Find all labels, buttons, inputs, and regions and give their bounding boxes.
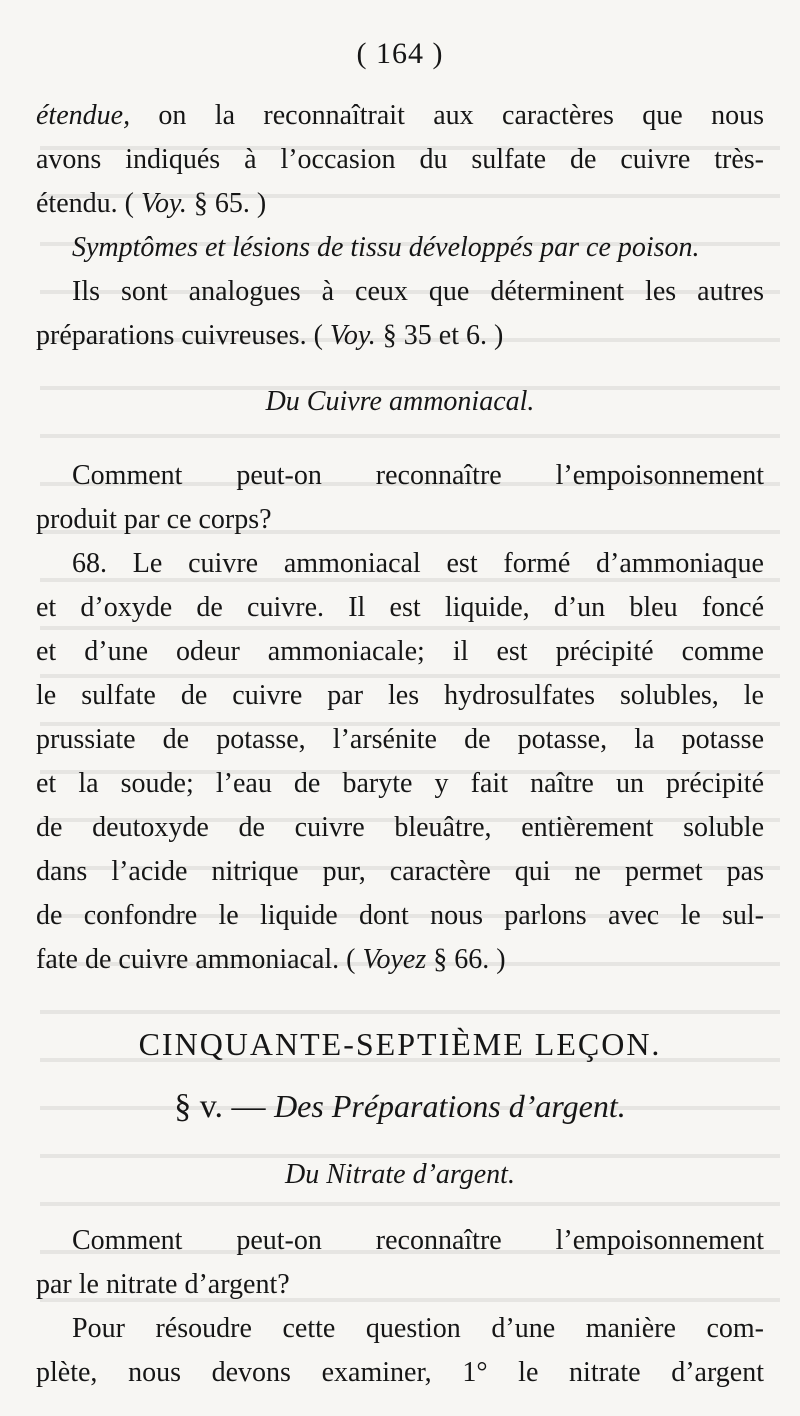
text-span: on la reconnaîtrait aux caractères que nous xyxy=(130,100,764,131)
text-line: de deutoxyde de cuivre bleuâtre, entièrement soluble xyxy=(36,812,764,843)
section-mark: § v. — xyxy=(174,1088,275,1125)
text-line: Comment peut-on reconnaître l’empoisonnement xyxy=(72,460,764,491)
text-span: § 35 et 6. ) xyxy=(375,320,504,351)
italic-word: Voyez xyxy=(362,944,427,975)
text-line: prussiate de potasse, l’arsénite de potasse, la potasse xyxy=(36,724,764,755)
text-line: et la soude; l’eau de baryte y fait naître un précipité xyxy=(36,768,764,799)
text-span: étendu. ( xyxy=(36,188,141,219)
text-line: le sulfate de cuivre par les hydrosulfates solubles, le xyxy=(36,680,764,711)
heading-nitrate: Du Nitrate d’argent. xyxy=(285,1159,515,1190)
text-line: avons indiqués à l’occasion du sulfate de cuivre très- xyxy=(36,144,764,175)
text-line: Ils sont analogues à ceux que déterminent les autres xyxy=(72,276,764,307)
text-line xyxy=(36,182,764,226)
paragraph-continuation xyxy=(36,94,764,226)
text-line xyxy=(36,938,764,982)
subheading-symptomes: Symptômes et lésions de tissu développés par ce poison. xyxy=(72,232,700,263)
question-1 xyxy=(36,454,764,542)
text-line: par le nitrate d’argent? xyxy=(36,1269,290,1300)
italic-word: Voy. xyxy=(140,188,187,219)
text-line xyxy=(36,314,764,358)
text-span: § 66. ) xyxy=(426,944,506,975)
section-title: Des Préparations d’argent. xyxy=(274,1088,626,1124)
text-line: dans l’acide nitrique pur, caractère qui ne permet pas xyxy=(36,856,764,887)
question-2 xyxy=(36,1219,764,1307)
heading-cuivre-ammoniacal: Du Cuivre ammoniacal. xyxy=(265,386,535,417)
paragraph-symptomes xyxy=(36,270,764,358)
text-line xyxy=(36,94,764,138)
italic-word: étendue, xyxy=(36,100,131,131)
section-heading xyxy=(36,1084,764,1129)
text-line: plète, nous devons examiner, 1° le nitrate d’argent xyxy=(36,1357,764,1388)
lesson-title: CINQUANTE-SEPTIÈME LEÇON. xyxy=(138,1026,662,1062)
italic-word: Voy. xyxy=(329,320,376,351)
text-line: produit par ce corps? xyxy=(36,504,272,535)
text-line: 68. Le cuivre ammoniacal est formé d’ammoniaque xyxy=(72,548,764,579)
text-line: et d’oxyde de cuivre. Il est liquide, d’un bleu foncé xyxy=(36,592,764,623)
paragraph-resoudre xyxy=(36,1307,764,1395)
page-number: ( 164 ) xyxy=(356,37,444,70)
text-line: de confondre le liquide dont nous parlons avec le sul- xyxy=(36,900,764,931)
text-span: fate de cuivre ammoniacal. ( xyxy=(36,944,363,975)
text-line: et d’une odeur ammoniacale; il est précipité comme xyxy=(36,636,764,667)
paragraph-68 xyxy=(36,542,764,982)
text-line: Comment peut-on reconnaître l’empoisonnement xyxy=(72,1225,764,1256)
text-span: préparations cuivreuses. ( xyxy=(36,320,330,351)
text-span: § 65. ) xyxy=(186,188,267,219)
text-line: Pour résoudre cette question d’une manière com- xyxy=(72,1313,764,1344)
